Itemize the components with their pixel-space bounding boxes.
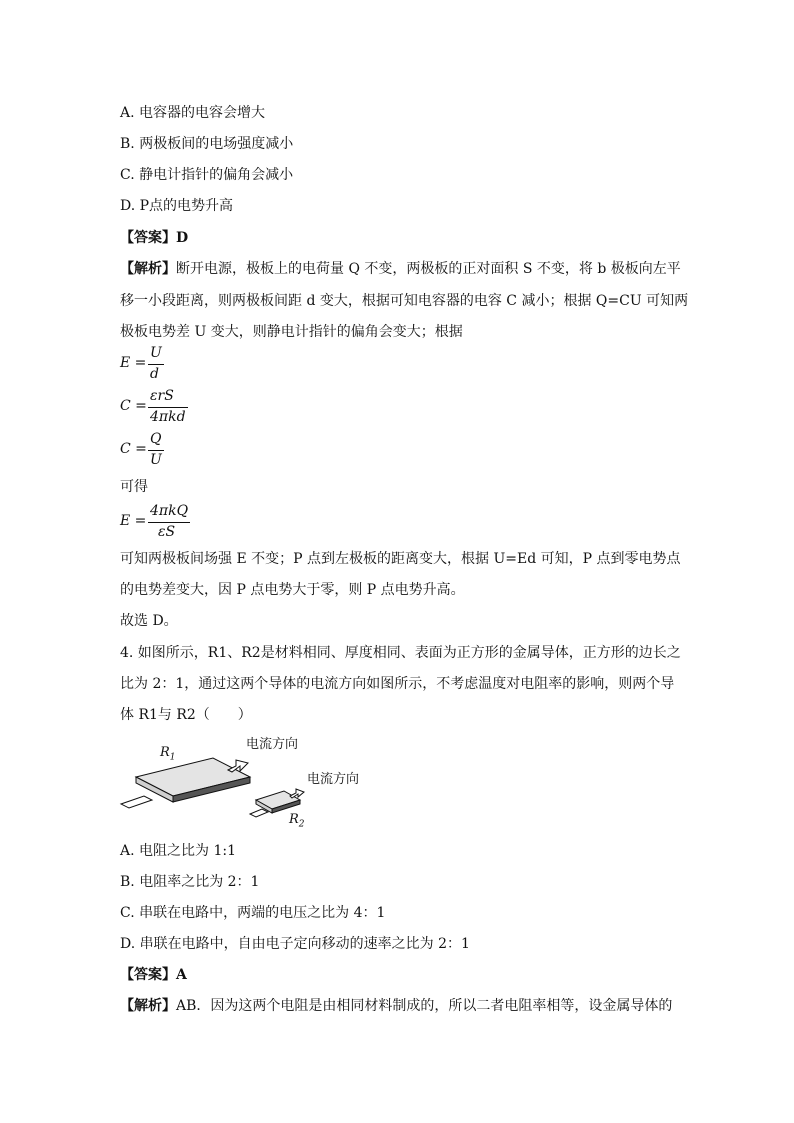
fraction-bar xyxy=(148,450,164,451)
q3-analysis-line-3: 极板电势差 U 变大，则静电计指针的偏角会变大；根据 xyxy=(120,324,463,340)
q3-option-a: A. 电容器的电容会增大 xyxy=(120,105,266,121)
q3-analysis-line-5: 的电势差变大，因 P 点电势大于零，则 P 点电势升高。 xyxy=(120,582,465,598)
fraction-bar xyxy=(148,364,164,365)
q4-analysis-line-1 xyxy=(120,996,672,1016)
formula-numerator: εrS xyxy=(150,388,174,404)
q3-option-c: C. 静电计指针的偏角会减小 xyxy=(120,167,294,183)
formula-lhs: E = xyxy=(120,513,147,529)
formula-numerator: Q xyxy=(150,431,162,447)
fraction-bar xyxy=(148,407,188,408)
analysis-label: 【解析】 xyxy=(120,261,176,277)
formula-lhs: E = xyxy=(120,355,147,371)
fraction-bar xyxy=(148,522,190,523)
formula-denominator: 4πkd xyxy=(150,409,186,425)
r1-label: $R_1$ xyxy=(160,745,176,763)
r1-output-arrow xyxy=(228,760,248,772)
r2-input-arrow xyxy=(250,809,268,817)
analysis-text: 断开电源，极板上的电荷量 Q 不变，两极板的正对面积 S 不变，将 b 极板向左平 xyxy=(176,261,681,277)
q4-option-a: A. 电阻之比为 1:1 xyxy=(120,843,236,859)
q3-conclusion: 故选 D。 xyxy=(120,613,178,629)
formula-c-q-u xyxy=(120,431,200,473)
formula-denominator: d xyxy=(150,366,159,382)
formula-c-eps-s xyxy=(120,388,210,430)
q3-answer: 【答案】D xyxy=(120,230,189,246)
q3-analysis-line-4: 可知两极板间场强 E 不变；P 点到左极板的距离变大，根据 U=Ed 可知，P 点到零电势点 xyxy=(120,551,681,567)
r2-label: $R_2$ xyxy=(289,812,305,830)
q4-stem-line-3: 体 R1与 R2（ ） xyxy=(120,707,252,723)
current-label-2: 电流方向 xyxy=(307,772,360,787)
q3-option-b: B. 两极板间的电场强度减小 xyxy=(120,136,294,152)
q4-stem-line-2: 比为 2：1，通过这两个导体的电流方向如图所示，不考虑温度对电阻率的影响，则两个导 xyxy=(120,676,675,692)
q4-answer: 【答案】A xyxy=(120,967,187,983)
formula-numerator: 4πkQ xyxy=(150,503,189,519)
analysis-text: AB．因为这两个电阻是由相同材料制成的，所以二者电阻率相等，设金属导体的 xyxy=(176,998,673,1014)
formula-e-4pikq xyxy=(120,503,220,545)
current-label-1: 电流方向 xyxy=(246,737,299,752)
r1-input-arrow xyxy=(121,796,152,808)
q3-analysis-line-2: 移一小段距离，则两极板间距 d 变大，根据可知电容器的电容 C 减小；根据 Q=CU 可知两 xyxy=(120,293,689,309)
analysis-label: 【解析】 xyxy=(120,998,176,1014)
formula-lhs: C = xyxy=(120,441,147,457)
formula-denominator: U xyxy=(150,452,162,468)
q3-option-d: D. P点的电势升高 xyxy=(120,198,234,214)
q3-analysis-line-1 xyxy=(120,259,681,279)
q4-option-d: D. 串联在电路中，自由电子定向移动的速率之比为 2：1 xyxy=(120,936,470,952)
q4-stem-line-1: 4. 如图所示，R1、R2是材料相同、厚度相同、表面为正方形的金属导体，正方形的边长之 xyxy=(120,645,681,661)
q4-option-b: B. 电阻率之比为 2：1 xyxy=(120,874,260,890)
formula-numerator: U xyxy=(150,345,162,361)
formula-e-u-d xyxy=(120,345,200,387)
q3-kede: 可得 xyxy=(120,479,148,495)
r2-output-arrow xyxy=(290,789,304,798)
q4-option-c: C. 串联在电路中，两端的电压之比为 4：1 xyxy=(120,905,386,921)
formula-lhs: C = xyxy=(120,398,147,414)
formula-denominator: εS xyxy=(158,524,176,540)
